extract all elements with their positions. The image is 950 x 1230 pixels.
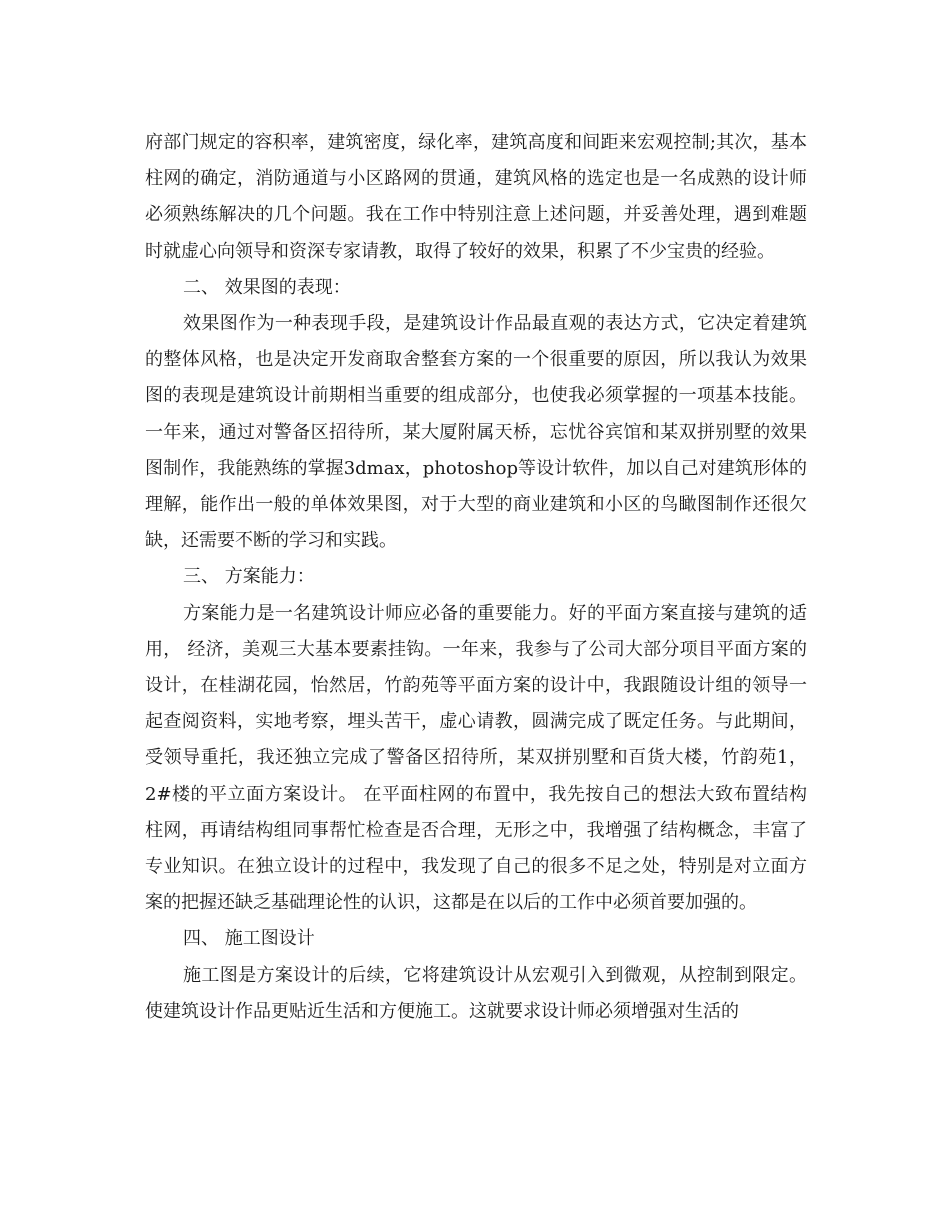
section-heading-rendering: 二、 效果图的表现： bbox=[183, 276, 351, 298]
document-page bbox=[145, 125, 807, 1030]
paragraph-construction: 施工图是方案设计的后续，它将建筑设计从宏观引入到微观，从控制到限定。使建筑设计作品更贴近生活和方便施工。这就要求设计师必须增强对生活的 bbox=[145, 964, 807, 1022]
paragraph-scheme: 方案能力是一名建筑设计师应必备的重要能力。好的平面方案直接与建筑的适用， 经济，美观三大基本要素挂钩。一年来，我参与了公司大部分项目平面方案的设计，在桂湖花园，怡然居，竹韵苑等平面方案的设计中，我跟随设计组的领导一起查阅资料，实地考察，埋头苦干，虚心请教，圆满完成了既定任务。与此期间，受领导重托，我还独立完成了警备区招待所，某双拼别墅和百货大楼，竹韵苑1，2#楼的平立面方案设计。 在平面柱网的布置中，我先按自己的想法大致布置结构柱网，再请结构组同事帮忙检查是否合理，无形之中，我增强了结构概念，丰富了专业知识。在独立设计的过程中，我发现了自己的很多不足之处，特别是对立面方案的把握还缺乏基础理论性的认识，这都是在以后的工作中必须首要加强的。 bbox=[145, 602, 807, 914]
paragraph-rendering: 效果图作为一种表现手段，是建筑设计作品最直观的表达方式，它决定着建筑的整体风格，也是决定开发商取舍整套方案的一个很重要的原因，所以我认为效果图的表现是建筑设计前期相当重要的组成部分，也使我必须掌握的一项基本技能。一年来，通过对警备区招待所，某大厦附属天桥，忘忧谷宾馆和某双拼别墅的效果图制作，我能熟练的掌握3dmax，photoshop等设计软件，加以自己对建筑形体的理解，能作出一般的单体效果图，对于大型的商业建筑和小区的鸟瞰图制作还很欠缺，还需要不断的学习和实践。 bbox=[145, 313, 807, 552]
section-heading-scheme: 三、 方案能力： bbox=[183, 566, 315, 588]
paragraph-continued: 府部门规定的容积率，建筑密度，绿化率，建筑高度和间距来宏观控制;其次，基本柱网的确定，消防通道与小区路网的贯通，建筑风格的选定也是一名成熟的设计师必须熟练解决的几个问题。我在工作中特别注意上述问题，并妥善处理，遇到难题时就虚心向领导和资深专家请教，取得了较好的效果，积累了不少宝贵的经验。 bbox=[145, 132, 807, 262]
section-heading-construction: 四、 施工图设计 bbox=[183, 928, 315, 950]
